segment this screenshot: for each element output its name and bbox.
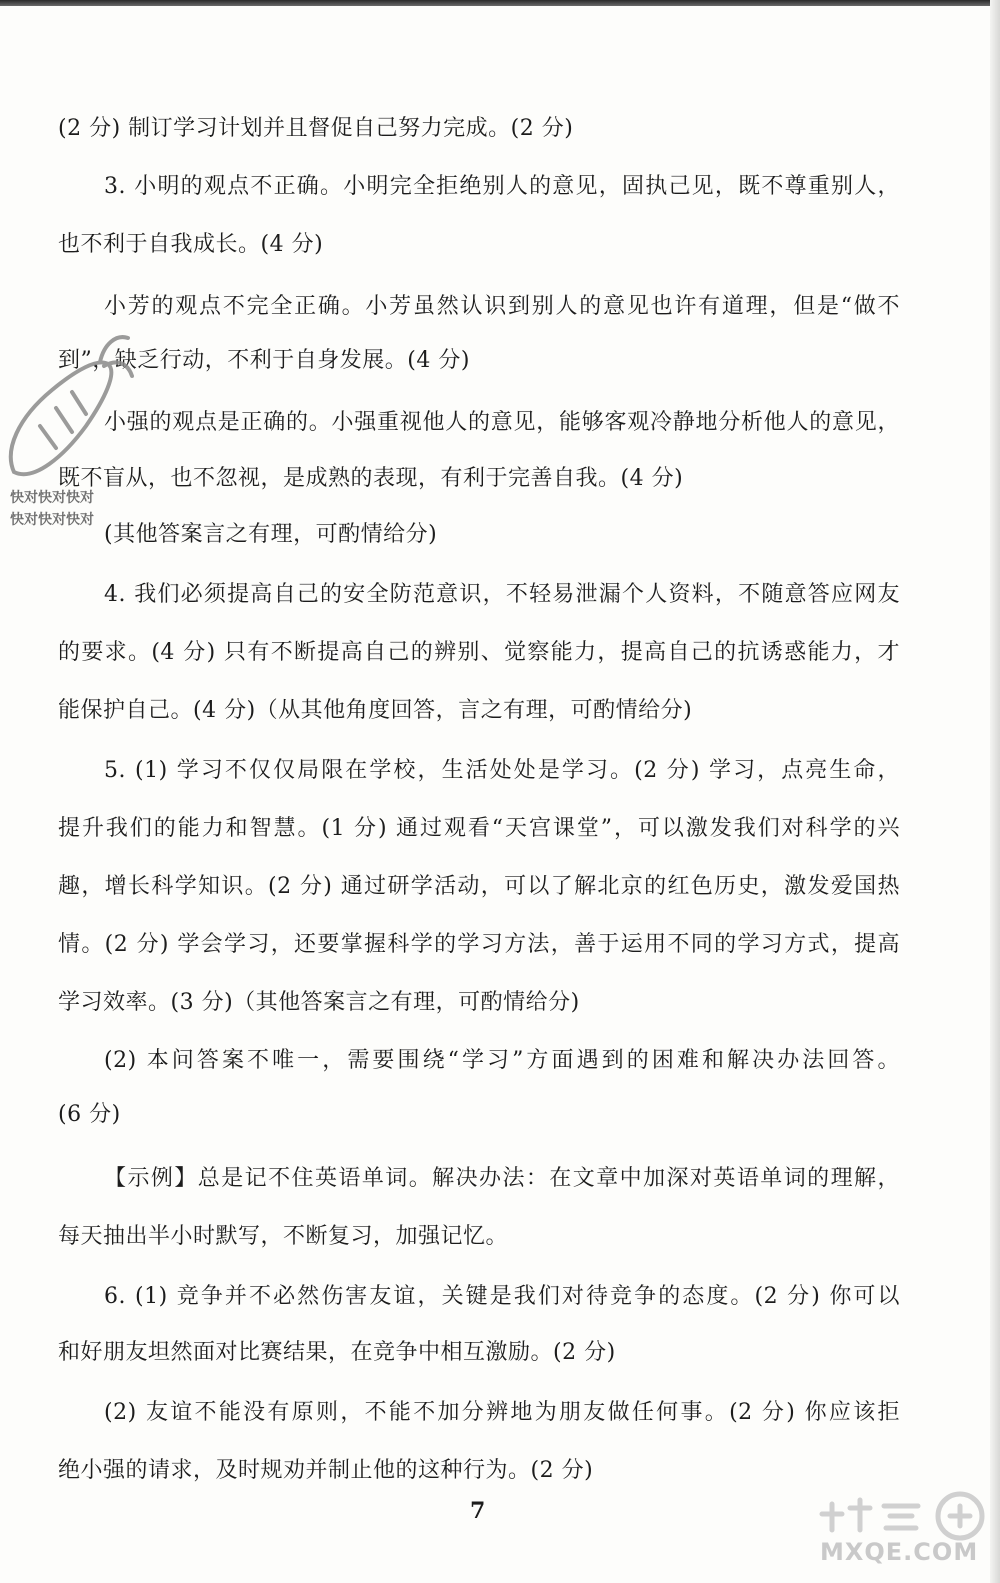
text-line-14: 趣，增长科学知识。(2 分) 通过研学活动，可以了解北京的红色历史，激发爱国热 — [58, 874, 900, 899]
answer-stamp-watermark-icon — [800, 1486, 1000, 1583]
text-line-11: 能保护自己。(4 分)（从其他角度回答，言之有理，可酌情给分) — [58, 698, 693, 723]
text-line-12: 5. (1) 学习不仅仅局限在学校，生活处处是学习。(2 分) 学习，点亮生命， — [104, 758, 900, 783]
text-line-4: 小芳的观点不完全正确。小芳虽然认识到别人的意见也许有道理，但是“做不 — [104, 294, 900, 319]
text-line-7: 既不盲从，也不忽视，是成熟的表现，有利于完善自我。(4 分) — [58, 466, 684, 491]
watermark-text-line-2: 快对快对快对 — [10, 512, 94, 528]
text-line-19: 【示例】总是记不住英语单词。解决办法：在文章中加深对英语单词的理解， — [104, 1166, 900, 1191]
watermark-text-line-1: 快对快对快对 — [10, 490, 94, 506]
text-line-10: 的要求。(4 分) 只有不断提高自己的辨别、觉察能力，提高自己的抗诱惑能力，才 — [58, 640, 900, 665]
text-line-20: 每天抽出半小时默写，不断复习，加强记忆。 — [58, 1224, 509, 1249]
text-line-3: 也不利于自我成长。(4 分) — [58, 232, 324, 257]
page-number: 7 — [470, 1498, 486, 1524]
top-edge-shadow — [0, 0, 1000, 6]
right-edge-shadow — [990, 0, 1000, 1583]
text-line-2: 3. 小明的观点不正确。小明完全拒绝别人的意见，固执己见，既不尊重别人， — [104, 174, 900, 199]
text-line-8: (其他答案言之有理，可酌情给分) — [104, 522, 438, 547]
text-line-5: 到”，缺乏行动，不利于自身发展。(4 分) — [58, 348, 470, 373]
text-line-18: (6 分) — [58, 1102, 121, 1127]
text-line-15: 情。(2 分) 学会学习，还要掌握科学的学习方法，善于运用不同的学习方式，提高 — [58, 932, 900, 957]
text-line-16: 学习效率。(3 分)（其他答案言之有理，可酌情给分) — [58, 990, 580, 1015]
text-line-1: (2 分) 制订学习计划并且督促自己努力完成。(2 分) — [58, 116, 574, 141]
text-line-17: (2) 本问答案不唯一，需要围绕“学习”方面遇到的困难和解决办法回答。 — [104, 1048, 900, 1073]
text-line-21: 6. (1) 竞争并不必然伤害友谊，关键是我们对待竞争的态度。(2 分) 你可以 — [104, 1284, 900, 1309]
text-line-13: 提升我们的能力和智慧。(1 分) 通过观看“天宫课堂”，可以激发我们对科学的兴 — [58, 816, 900, 841]
text-line-23: (2) 友谊不能没有原则，不能不加分辨地为朋友做任何事。(2 分) 你应该拒 — [104, 1400, 900, 1425]
text-line-6: 小强的观点是正确的。小强重视他人的意见，能够客观冷静地分析他人的意见， — [104, 410, 900, 435]
text-line-22: 和好朋友坦然面对比赛结果，在竞争中相互激励。(2 分) — [58, 1340, 616, 1365]
text-line-24: 绝小强的请求，及时规劝并制止他的这种行为。(2 分) — [58, 1458, 594, 1483]
text-line-9: 4. 我们必须提高自己的安全防范意识，不轻易泄漏个人资料，不随意答应网友 — [104, 582, 900, 607]
watermark-site-text: MXQE.COM — [820, 1538, 979, 1566]
